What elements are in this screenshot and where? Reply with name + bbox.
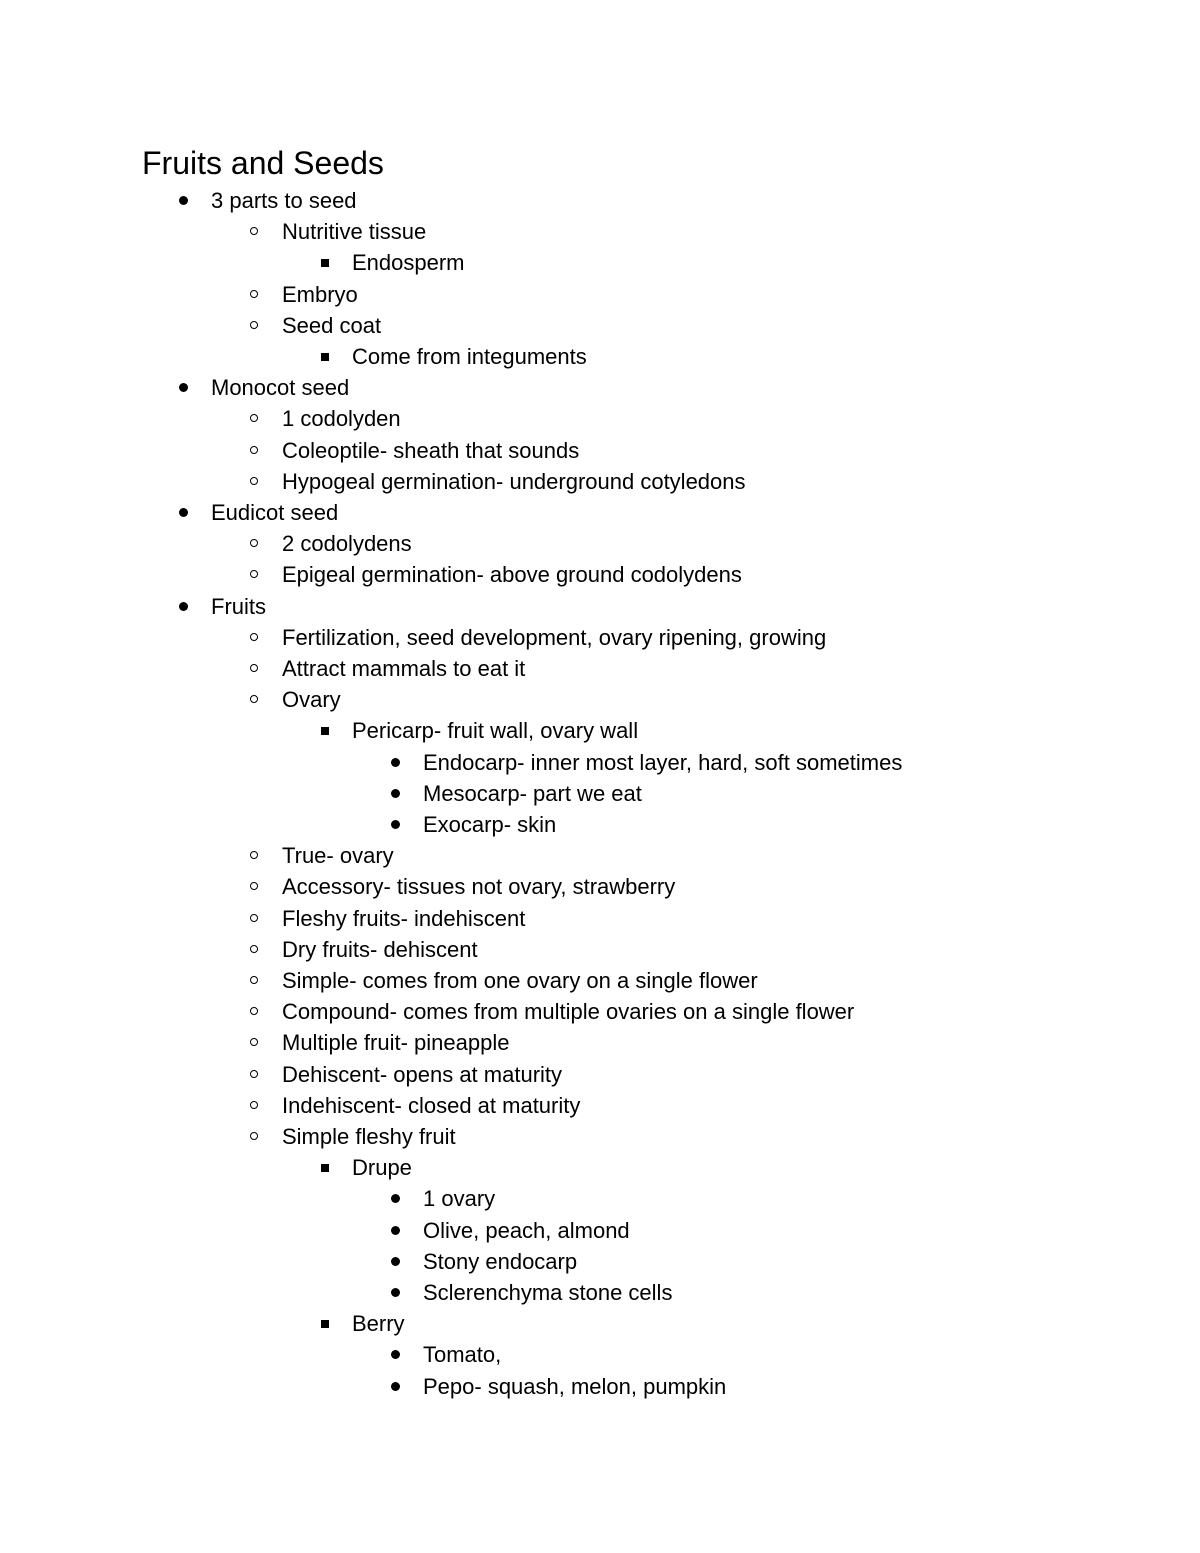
list-item-text: Fleshy fruits- indehiscent: [282, 905, 526, 931]
square-bullet-icon: [320, 247, 332, 278]
list-item: [0, 934, 1100, 965]
list-item: [0, 684, 1100, 715]
disc-bullet-icon: [179, 591, 191, 622]
list-item-text: Tomato,: [423, 1342, 502, 1368]
circle-bullet-icon: [250, 216, 262, 247]
list-item-text: Indehiscent- closed at maturity: [282, 1092, 581, 1118]
disc-bullet-icon: [179, 372, 191, 403]
disc-bullet-icon: [391, 1339, 403, 1370]
list-item: [0, 1183, 1100, 1214]
disc-bullet-icon: [391, 1215, 403, 1246]
disc-bullet-icon: [391, 1371, 403, 1402]
list-item: [0, 996, 1100, 1027]
disc-bullet-icon: [391, 747, 403, 778]
list-item: [0, 1027, 1100, 1058]
disc-bullet-icon: [179, 185, 191, 216]
list-item-text: Stony endocarp: [423, 1248, 578, 1274]
list-item-text: Sclerenchyma stone cells: [423, 1280, 673, 1305]
list-item: [0, 1059, 1100, 1090]
list-item: [0, 1246, 1100, 1277]
list-item-text: Fertilization, seed development, ovary ripening, growing: [282, 624, 827, 650]
circle-bullet-icon: [250, 996, 262, 1027]
list-item-text: Accessory- tissues not ovary, strawberry: [282, 874, 676, 900]
list-item-text: Dehiscent- opens at maturity: [282, 1061, 563, 1087]
list-item: [0, 778, 1100, 809]
list-item: [0, 310, 1100, 341]
list-item-text: Simple- comes from one ovary on a single flower: [282, 968, 758, 993]
list-item: [0, 216, 1100, 247]
list-item: [0, 1277, 1100, 1308]
list-item: [0, 185, 1100, 216]
list-item-text: Dry fruits- dehiscent: [282, 936, 478, 962]
list-item: [0, 1308, 1100, 1339]
list-item: [0, 591, 1100, 622]
list-item: [0, 715, 1100, 746]
list-item: [0, 622, 1100, 653]
disc-bullet-icon: [179, 497, 191, 528]
list-item-text: 1 codolyden: [282, 406, 401, 432]
list-item-text: Eudicot seed: [211, 500, 339, 525]
list-item-text: Endosperm: [352, 250, 465, 276]
list-item: [0, 1121, 1100, 1152]
list-item-text: Multiple fruit- pineapple: [282, 1030, 510, 1056]
list-item: [0, 1152, 1100, 1183]
circle-bullet-icon: [250, 466, 262, 497]
list-item-text: Come from integuments: [352, 344, 587, 369]
list-item-text: Berry: [352, 1311, 405, 1337]
list-item: [0, 559, 1100, 590]
list-item: [0, 466, 1100, 497]
list-item-text: 2 codolydens: [282, 531, 412, 557]
list-item: [0, 279, 1100, 310]
list-item-text: Attract mammals to eat it: [282, 656, 526, 681]
list-item-text: Exocarp- skin: [423, 812, 557, 837]
circle-bullet-icon: [250, 1090, 262, 1121]
list-item-text: Endocarp- inner most layer, hard, soft sometimes: [423, 749, 903, 775]
circle-bullet-icon: [250, 403, 262, 434]
list-item-text: Mesocarp- part we eat: [423, 780, 642, 806]
circle-bullet-icon: [250, 1121, 262, 1152]
square-bullet-icon: [320, 1152, 332, 1183]
circle-bullet-icon: [250, 310, 262, 341]
circle-bullet-icon: [250, 653, 262, 684]
list-item: [0, 1090, 1100, 1121]
disc-bullet-icon: [391, 1183, 403, 1214]
list-item: [0, 653, 1100, 684]
square-bullet-icon: [320, 341, 332, 372]
circle-bullet-icon: [250, 934, 262, 965]
list-item-text: Monocot seed: [211, 375, 350, 401]
list-item: [0, 840, 1100, 871]
circle-bullet-icon: [250, 1059, 262, 1090]
list-item: [0, 372, 1100, 403]
list-item-text: Drupe: [352, 1155, 412, 1181]
list-item-text: Simple fleshy fruit: [282, 1124, 456, 1149]
list-item-text: Hypogeal germination- underground cotyledons: [282, 468, 746, 494]
circle-bullet-icon: [250, 279, 262, 310]
list-item-text: Coleoptile- sheath that sounds: [282, 437, 580, 463]
list-item: [0, 809, 1100, 840]
list-item: [0, 1215, 1100, 1246]
square-bullet-icon: [320, 715, 332, 746]
circle-bullet-icon: [250, 965, 262, 996]
circle-bullet-icon: [250, 903, 262, 934]
circle-bullet-icon: [250, 528, 262, 559]
circle-bullet-icon: [250, 684, 262, 715]
list-item: [0, 435, 1100, 466]
list-item-text: 1 ovary: [423, 1186, 496, 1212]
disc-bullet-icon: [391, 1246, 403, 1277]
list-item-text: True- ovary: [282, 843, 394, 869]
list-item: [0, 1371, 1100, 1402]
list-item-text: Olive, peach, almond: [423, 1217, 630, 1243]
circle-bullet-icon: [250, 559, 262, 590]
circle-bullet-icon: [250, 840, 262, 871]
list-item: [0, 497, 1100, 528]
circle-bullet-icon: [250, 1027, 262, 1058]
list-item-text: Ovary: [282, 687, 341, 713]
square-bullet-icon: [320, 1308, 332, 1339]
disc-bullet-icon: [391, 778, 403, 809]
list-item: [0, 247, 1100, 278]
list-item: [0, 528, 1100, 559]
list-item-text: Fruits: [211, 593, 266, 619]
list-item: [0, 871, 1100, 902]
list-item: [0, 965, 1100, 996]
circle-bullet-icon: [250, 871, 262, 902]
disc-bullet-icon: [391, 1277, 403, 1308]
list-item: [0, 747, 1100, 778]
list-item-text: Seed coat: [282, 312, 382, 338]
circle-bullet-icon: [250, 435, 262, 466]
list-item: [0, 403, 1100, 434]
list-item: [0, 903, 1100, 934]
list-item-text: Pepo- squash, melon, pumpkin: [423, 1373, 727, 1399]
list-item: [0, 341, 1100, 372]
page-title: Fruits and Seeds: [142, 145, 384, 181]
list-item-text: Pericarp- fruit wall, ovary wall: [352, 718, 639, 744]
circle-bullet-icon: [250, 622, 262, 653]
list-item: [0, 1339, 1100, 1370]
disc-bullet-icon: [391, 809, 403, 840]
list-item-text: Compound- comes from multiple ovaries on a single flower: [282, 999, 855, 1025]
list-item-text: 3 parts to seed: [211, 188, 357, 213]
list-item-text: Nutritive tissue: [282, 219, 427, 245]
list-item-text: Epigeal germination- above ground codolydens: [282, 562, 742, 588]
list-item-text: Embryo: [282, 281, 358, 307]
